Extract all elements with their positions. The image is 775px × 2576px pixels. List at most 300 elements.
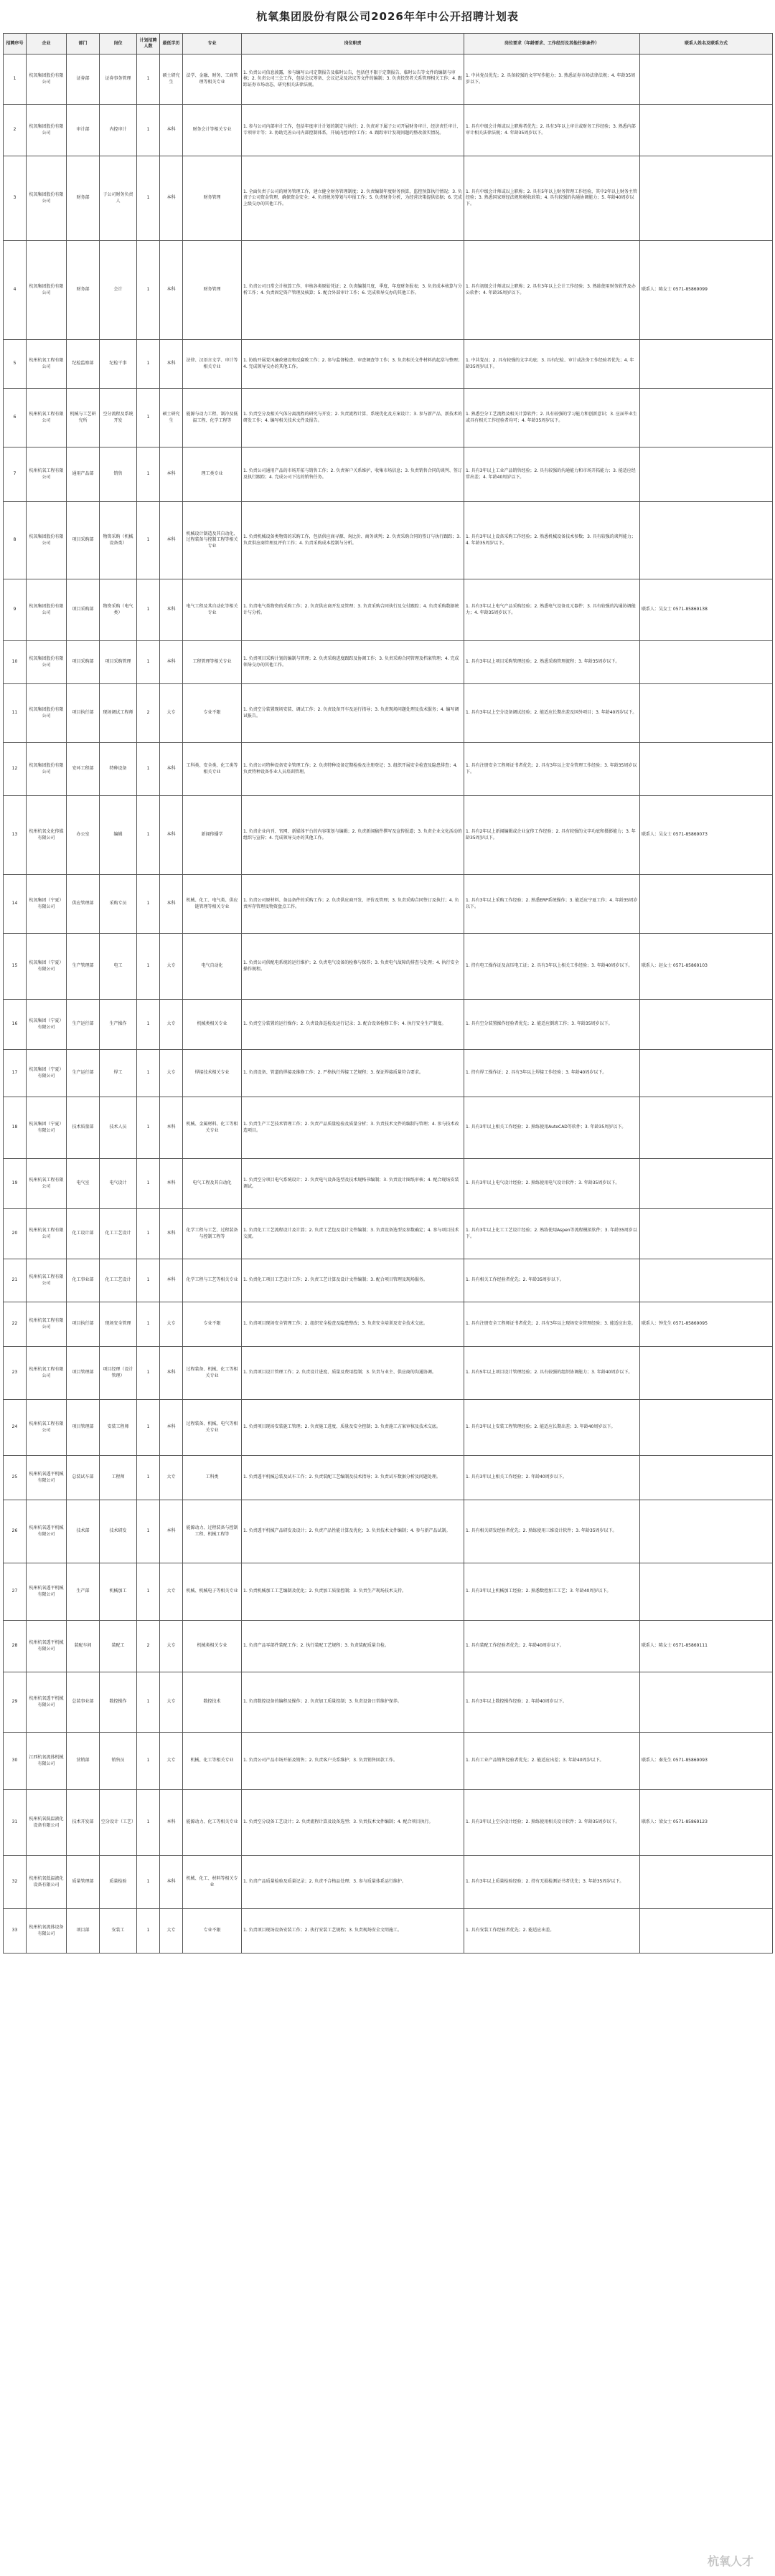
- row-post: 安装工程师: [100, 1400, 137, 1456]
- row-no: 30: [4, 1733, 27, 1790]
- row-duties: 1. 负责产品质量检验及质量记录；2. 负责不合格品处理；3. 参与质量体系运行维护。: [242, 1856, 464, 1909]
- row-contact: [640, 389, 773, 448]
- row-major: 数控技术: [183, 1672, 242, 1733]
- row-req: 1. 具有3年以上机械加工经验；2. 熟悉数控加工工艺；3. 年龄40周岁以下。: [464, 1563, 640, 1621]
- row-count: 1: [137, 156, 160, 241]
- row-duties: 1. 负责空分及相关气体分离流程的研究与开发；2. 负责流程计算、系统优化及方案设计；3. 参与新产品、新技术的研发工作；4. 编写相关技术文件及报告。: [242, 389, 464, 448]
- row-duties: 1. 全面负责子公司的财务管理工作，建立健全财务管理制度；2. 负责编制年度财务预算，监控预算执行情况；3. 负责子公司资金管理，确保资金安全；4. 负责税务筹划与申报工作；5. 负责财务分析，为经营决策提供依据；6. 完成上级交办的其他工作。: [242, 156, 464, 241]
- row-duties: 1. 负责公司特种设备安全管理工作；2. 负责特种设备定期检验及注册登记；3. 组织开展安全检查及隐患排查；4. 负责特种设备作业人员培训管理。: [242, 743, 464, 796]
- row-no: 20: [4, 1209, 27, 1259]
- table-row: [4, 1790, 773, 1856]
- row-dept: 审计部: [67, 105, 100, 156]
- row-dept: 化工事业部: [67, 1259, 100, 1302]
- row-count: 1: [137, 1456, 160, 1500]
- row-no: 33: [4, 1909, 27, 1954]
- row-company: 杭州杭氧工程有限公司: [27, 1302, 67, 1347]
- row-dept: 证券部: [67, 55, 100, 105]
- row-req: 1. 具有3年以上电气产品采购经验；2. 熟悉电气设备及元器件；3. 具有较强的沟通协调能力；4. 年龄35周岁以下。: [464, 579, 640, 641]
- row-edu: 硕士研究生: [160, 389, 183, 448]
- table-row: [4, 1097, 773, 1159]
- row-edu: 本科: [160, 105, 183, 156]
- header-edu: 最低学历: [160, 34, 183, 55]
- row-count: 1: [137, 1259, 160, 1302]
- row-no: 3: [4, 156, 27, 241]
- row-no: 15: [4, 934, 27, 1000]
- row-contact: [640, 1259, 773, 1302]
- table-row: [4, 105, 773, 156]
- row-edu: 本科: [160, 1159, 183, 1209]
- row-duties: 1. 负责机械设备类物资的采购工作，包括供应商寻源、询比价、商务谈判；2. 负责采购合同的签订与执行跟踪；3. 负责供应商管理及评价工作；4. 负责采购成本控制与分析。: [242, 502, 464, 579]
- row-company: 杭州杭氧工程有限公司: [27, 448, 67, 502]
- table-row: [4, 743, 773, 796]
- table-row: [4, 1856, 773, 1909]
- row-count: 1: [137, 448, 160, 502]
- row-company: 杭氧集团股份有限公司: [27, 579, 67, 641]
- row-contact: [640, 105, 773, 156]
- header-contact: 联系人姓名及联系方式: [640, 34, 773, 55]
- row-contact: [640, 1500, 773, 1563]
- row-count: 1: [137, 796, 160, 875]
- row-major: 电气自动化: [183, 934, 242, 1000]
- row-post: 采购专员: [100, 875, 137, 934]
- table-row: [4, 684, 773, 743]
- row-duties: 1. 负责数控设备的编程及操作；2. 负责加工质量控制；3. 负责设备日常维护保养。: [242, 1672, 464, 1733]
- row-major: 电气工程及其自动化: [183, 1159, 242, 1209]
- row-duties: 1. 负责空分装置的运行操作；2. 负责设备巡检及运行记录；3. 配合设备检修工作；4. 执行安全生产制度。: [242, 1000, 464, 1050]
- row-company: 杭州杭氧低温液化设备有限公司: [27, 1790, 67, 1856]
- row-count: 1: [137, 55, 160, 105]
- row-company: 杭氧集团股份有限公司: [27, 105, 67, 156]
- row-major: 工程管理等相关专业: [183, 641, 242, 684]
- row-edu: 大专: [160, 1000, 183, 1050]
- row-dept: 生产部: [67, 1563, 100, 1621]
- header-post: 岗位: [100, 34, 137, 55]
- row-edu: 本科: [160, 448, 183, 502]
- row-major: 机械、化工、电气类、供应链管理等相关专业: [183, 875, 242, 934]
- row-post: 空分流程及系统开发: [100, 389, 137, 448]
- row-post: 安装工: [100, 1909, 137, 1954]
- row-duties: 1. 负责公司供配电系统的运行维护；2. 负责电气设备的检修与保养；3. 负责电气故障的排查与处理；4. 执行安全操作规程。: [242, 934, 464, 1000]
- table-row: [4, 1621, 773, 1672]
- row-dept: 供应管理部: [67, 875, 100, 934]
- row-count: 1: [137, 1909, 160, 1954]
- row-req: 1. 具有3年以上化工工艺设计经验；2. 熟练使用Aspen等流程模拟软件；3. 年龄35周岁以下。: [464, 1209, 640, 1259]
- row-edu: 本科: [160, 796, 183, 875]
- row-company: 杭氧集团（宁夏）有限公司: [27, 875, 67, 934]
- row-dept: 机械与工艺研究所: [67, 389, 100, 448]
- row-post: 技术研发: [100, 1500, 137, 1563]
- row-req: 1. 具有3年以上相关工作经验；2. 熟练使用AutoCAD等软件；3. 年龄35周岁以下。: [464, 1097, 640, 1159]
- row-no: 7: [4, 448, 27, 502]
- row-count: 1: [137, 579, 160, 641]
- row-major: 工科类、安全类、化工类等相关专业: [183, 743, 242, 796]
- row-duties: 1. 负责机械加工工艺编制及优化；2. 负责加工质量控制；3. 负责生产现场技术支持。: [242, 1563, 464, 1621]
- row-dept: 项目执行部: [67, 684, 100, 743]
- row-duties: 1. 负责空分项目电气系统设计；2. 负责电气设备选型及技术规格书编制；3. 负责设计图纸审核；4. 配合现场安装调试。: [242, 1159, 464, 1209]
- row-duties: 1. 参与公司内部审计工作，包括年度审计计划的制定与执行；2. 负责对下属子公司开展财务审计、经济责任审计、专项审计等；3. 协助完善公司内部控制体系，开展内控评价工作；4. 跟踪审计发现问题的整改落实情况。: [242, 105, 464, 156]
- row-no: 27: [4, 1563, 27, 1621]
- row-edu: 本科: [160, 1097, 183, 1159]
- table-row: [4, 1000, 773, 1050]
- table-row: [4, 1400, 773, 1456]
- row-contact: [640, 743, 773, 796]
- row-edu: 大专: [160, 1733, 183, 1790]
- row-contact: [640, 448, 773, 502]
- row-duties: 1. 协助开展党风廉政建设和反腐败工作；2. 参与监督检查、审查调查等工作；3. 负责相关文件材料的起草与整理；4. 完成领导交办的其他工作。: [242, 340, 464, 389]
- row-company: 杭氧集团股份有限公司: [27, 241, 67, 340]
- row-major: 法律、汉语言文学、审计等相关专业: [183, 340, 242, 389]
- row-contact: 联系人：秦先生 0571-85869093: [640, 1733, 773, 1790]
- row-company: 杭州杭氧透平机械有限公司: [27, 1563, 67, 1621]
- row-edu: 本科: [160, 1259, 183, 1302]
- table-row: [4, 448, 773, 502]
- row-post: 化工工艺设计: [100, 1259, 137, 1302]
- row-edu: 本科: [160, 1500, 183, 1563]
- row-contact: 联系人：吴女士 0571-85869073: [640, 796, 773, 875]
- row-req: 1. 具有5年以上项目设计管理经验；2. 具有较强的组织协调能力；3. 年龄40周岁以下。: [464, 1347, 640, 1400]
- row-req: 1. 具有中级会计师或以上职称者优先；2. 具有3年以上审计或财务工作经验；3. 熟悉内部审计相关法律法规；4. 年龄35周岁以下。: [464, 105, 640, 156]
- row-no: 16: [4, 1000, 27, 1050]
- row-dept: 总装试车部: [67, 1456, 100, 1500]
- row-req: 1. 具有初级会计师或以上职称；2. 具有3年以上会计工作经验；3. 熟练使用财务软件及办公软件；4. 年龄35周岁以下。: [464, 241, 640, 340]
- row-duties: 1. 负责公司日常会计核算工作，审核各类原始凭证；2. 负责编制月度、季度、年度财务报表；3. 负责成本核算与分析工作；4. 负责固定资产管理及核算；5. 配合外部审计工作；6. 完成领导交办的其他工作。: [242, 241, 464, 340]
- row-no: 25: [4, 1456, 27, 1500]
- row-contact: [640, 1856, 773, 1909]
- row-count: 1: [137, 1302, 160, 1347]
- row-major: 机械类相关专业: [183, 1000, 242, 1050]
- row-company: 杭氧集团股份有限公司: [27, 55, 67, 105]
- row-count: 1: [137, 875, 160, 934]
- table-row: [4, 1733, 773, 1790]
- row-post: 生产操作: [100, 1000, 137, 1050]
- row-duties: 1. 负责透平机械总装及试车工作；2. 负责装配工艺编制及技术指导；3. 负责试车数据分析及问题处理。: [242, 1456, 464, 1500]
- row-count: 2: [137, 1621, 160, 1672]
- row-req: 1. 持有电工操作证及高压电工证；2. 具有3年以上相关工作经验；3. 年龄40周岁以下。: [464, 934, 640, 1000]
- row-post: 子公司财务负责人: [100, 156, 137, 241]
- row-edu: 大专: [160, 684, 183, 743]
- row-dept: 生产管理部: [67, 934, 100, 1000]
- row-no: 28: [4, 1621, 27, 1672]
- table-body: [4, 55, 773, 1954]
- row-count: 1: [137, 1500, 160, 1563]
- row-edu: 本科: [160, 1856, 183, 1909]
- row-contact: 联系人：陈女士 0571-85869099: [640, 241, 773, 340]
- row-company: 杭州杭氧工程有限公司: [27, 340, 67, 389]
- row-count: 1: [137, 105, 160, 156]
- row-count: 1: [137, 1563, 160, 1621]
- table-row: [4, 1302, 773, 1347]
- row-edu: 本科: [160, 875, 183, 934]
- row-company: 杭氧集团（宁夏）有限公司: [27, 1000, 67, 1050]
- row-dept: 项目采购部: [67, 502, 100, 579]
- row-company: 杭州杭氧透平机械有限公司: [27, 1621, 67, 1672]
- row-major: 机械设计制造及其自动化、过程装备与控制工程等相关专业: [183, 502, 242, 579]
- table-row: [4, 1672, 773, 1733]
- row-no: 5: [4, 340, 27, 389]
- row-company: 江西杭氧流体机械有限公司: [27, 1733, 67, 1790]
- row-major: 电气工程及其自动化等相关专业: [183, 579, 242, 641]
- row-major: 化学工程与工艺等相关专业: [183, 1259, 242, 1302]
- row-duties: 1. 负责生产工艺技术管理工作；2. 负责产品质量检验及质量分析；3. 负责技术文件的编制与管理；4. 参与技术改造项目。: [242, 1097, 464, 1159]
- row-contact: 联系人：陈女士 0571-85869111: [640, 1621, 773, 1672]
- page-title: 杭氧集团股份有限公司2026年年中公开招聘计划表: [256, 10, 519, 23]
- header-count: 计划招聘人数: [137, 34, 160, 55]
- header-duties: 岗位职责: [242, 34, 464, 55]
- row-post: 物资采购（机械设备类）: [100, 502, 137, 579]
- row-no: 32: [4, 1856, 27, 1909]
- row-company: 杭州杭氧工程有限公司: [27, 1209, 67, 1259]
- row-major: 机械、化工、材料等相关专业: [183, 1856, 242, 1909]
- row-major: 新闻传播学: [183, 796, 242, 875]
- row-dept: 项目执行部: [67, 1302, 100, 1347]
- row-edu: 大专: [160, 1563, 183, 1621]
- table-row: [4, 1159, 773, 1209]
- row-company: 杭氧集团股份有限公司: [27, 684, 67, 743]
- row-edu: 本科: [160, 743, 183, 796]
- row-contact: 联系人：赵女士 0571-85869103: [640, 934, 773, 1000]
- row-contact: [640, 1672, 773, 1733]
- row-company: 杭氧集团（宁夏）有限公司: [27, 1097, 67, 1159]
- row-contact: [640, 1456, 773, 1500]
- row-no: 24: [4, 1400, 27, 1456]
- table-row: [4, 641, 773, 684]
- row-duties: 1. 负责电气类物资的采购工作；2. 负责供应商开发及管理；3. 负责采购合同执行及交付跟踪；4. 负责采购数据统计与分析。: [242, 579, 464, 641]
- row-no: 17: [4, 1050, 27, 1097]
- row-duties: 1. 负责公司通用产品的市场开拓与销售工作；2. 负责客户关系维护，收集市场信息；3. 负责销售合同的谈判、签订及执行跟踪；4. 完成公司下达的销售任务。: [242, 448, 464, 502]
- row-major: 机械类相关专业: [183, 1621, 242, 1672]
- row-post: 装配工: [100, 1621, 137, 1672]
- row-major: 能源与动力工程、制冷及低温工程、化学工程等: [183, 389, 242, 448]
- row-post: 化工工艺设计: [100, 1209, 137, 1259]
- row-major: 机械、金属材料、化工等相关专业: [183, 1097, 242, 1159]
- row-major: 焊接技术相关专业: [183, 1050, 242, 1097]
- row-contact: 联系人：吴女士 0571-85869138: [640, 579, 773, 641]
- header-req: 岗位要求（年龄要求、工作经历及其他任职条件）: [464, 34, 640, 55]
- row-major: 机械、机械电子等相关专业: [183, 1563, 242, 1621]
- row-dept: 项目管理部: [67, 1400, 100, 1456]
- row-count: 1: [137, 1209, 160, 1259]
- table-row: [4, 1563, 773, 1621]
- row-req: 1. 具有安装工作经验者优先；2. 能适应出差。: [464, 1909, 640, 1954]
- row-req: 1. 具有3年以上安装工程管理经验；2. 能适应长期出差；3. 年龄40周岁以下。: [464, 1400, 640, 1456]
- row-req: 1. 具有相关研发经验者优先；2. 熟练使用三维设计软件；3. 年龄35周岁以下。: [464, 1500, 640, 1563]
- table-row: [4, 796, 773, 875]
- row-contact: [640, 1909, 773, 1954]
- row-dept: 质量管理部: [67, 1856, 100, 1909]
- row-post: 纪检干事: [100, 340, 137, 389]
- row-duties: 1. 负责空分设备工艺设计；2. 负责流程计算及设备选型；3. 负责技术文件编制；4. 配合项目执行。: [242, 1790, 464, 1856]
- row-duties: 1. 负责项目现场安全管理工作；2. 组织安全检查及隐患整改；3. 负责安全培训及安全技术交底。: [242, 1302, 464, 1347]
- row-post: 质量检验: [100, 1856, 137, 1909]
- row-major: 专业不限: [183, 1302, 242, 1347]
- row-no: 13: [4, 796, 27, 875]
- row-req: 1. 具有3年以上相关工作经验；2. 年龄40周岁以下。: [464, 1456, 640, 1500]
- row-company: 杭氧集团股份有限公司: [27, 641, 67, 684]
- row-post: 技术人员: [100, 1097, 137, 1159]
- row-post: 电工: [100, 934, 137, 1000]
- row-req: 1. 具有3年以上项目采购管理经验；2. 熟悉采购管理流程；3. 年龄35周岁以下。: [464, 641, 640, 684]
- row-post: 电气设计: [100, 1159, 137, 1209]
- row-post: 证券事务管理: [100, 55, 137, 105]
- row-post: 现场调试工程师: [100, 684, 137, 743]
- row-no: 14: [4, 875, 27, 934]
- row-major: 工科类: [183, 1456, 242, 1500]
- row-company: 杭氧集团股份有限公司: [27, 502, 67, 579]
- row-req: 1. 具有3年以上采购工作经验；2. 熟悉ERP系统操作；3. 能适应宁夏工作；4. 年龄35周岁以下。: [464, 875, 640, 934]
- row-no: 31: [4, 1790, 27, 1856]
- row-count: 1: [137, 743, 160, 796]
- row-company: 杭氧集团股份有限公司: [27, 743, 67, 796]
- row-no: 9: [4, 579, 27, 641]
- row-req: 1. 具有3年以上设备采购工作经验；2. 熟悉机械设备技术参数；3. 具有较强的谈判能力；4. 年龄35周岁以下。: [464, 502, 640, 579]
- row-major: 财务管理: [183, 156, 242, 241]
- row-post: 销售员: [100, 1733, 137, 1790]
- row-no: 11: [4, 684, 27, 743]
- row-contact: [640, 156, 773, 241]
- row-company: 杭州杭氧透平机械有限公司: [27, 1672, 67, 1733]
- row-dept: 营销部: [67, 1733, 100, 1790]
- row-duties: 1. 负责化工工艺流程设计及计算；2. 负责工艺包及设计文件编制；3. 负责设备选型及参数确定；4. 参与项目技术交流。: [242, 1209, 464, 1259]
- row-req: 1. 具有中级会计师或以上职称；2. 具有5年以上财务管理工作经验，其中2年以上财务主管经验；3. 熟悉国家财经法规和税收政策；4. 具有较强的沟通协调能力；5. 年龄40周岁以下。: [464, 156, 640, 241]
- row-dept: 技术部: [67, 1500, 100, 1563]
- row-major: 能源动力、过程装备与控制工程、机械工程等: [183, 1500, 242, 1563]
- row-edu: 大专: [160, 1909, 183, 1954]
- row-req: 1. 持有焊工操作证；2. 具有3年以上焊接工作经验；3. 年龄40周岁以下。: [464, 1050, 640, 1097]
- row-count: 1: [137, 1159, 160, 1209]
- row-post: 数控操作: [100, 1672, 137, 1733]
- row-company: 杭州杭氧工程有限公司: [27, 1159, 67, 1209]
- row-no: 19: [4, 1159, 27, 1209]
- row-post: 机械加工: [100, 1563, 137, 1621]
- row-post: 焊工: [100, 1050, 137, 1097]
- row-edu: 本科: [160, 241, 183, 340]
- row-edu: 大专: [160, 1621, 183, 1672]
- header-no: 招聘序号: [4, 34, 27, 55]
- row-post: 项目采购管理: [100, 641, 137, 684]
- row-major: 财务管理: [183, 241, 242, 340]
- row-req: 1. 具有3年以上数控操作经验；2. 年龄40周岁以下。: [464, 1672, 640, 1733]
- row-no: 21: [4, 1259, 27, 1302]
- row-duties: 1. 负责项目现场安装施工管理；2. 负责施工进度、质量及安全控制；3. 负责施工方案审核及技术交底。: [242, 1400, 464, 1456]
- row-edu: 本科: [160, 1400, 183, 1456]
- row-edu: 本科: [160, 579, 183, 641]
- row-contact: [640, 55, 773, 105]
- table-row: [4, 1209, 773, 1259]
- row-contact: [640, 1347, 773, 1400]
- row-contact: [640, 1097, 773, 1159]
- row-req: 1. 具有空分装置操作经验者优先；2. 能适应倒班工作；3. 年龄35周岁以下。: [464, 1000, 640, 1050]
- row-count: 1: [137, 1400, 160, 1456]
- row-no: 22: [4, 1302, 27, 1347]
- row-post: 物资采购（电气类）: [100, 579, 137, 641]
- row-count: 1: [137, 1733, 160, 1790]
- row-post: 现场安全管理: [100, 1302, 137, 1347]
- row-dept: 办公室: [67, 796, 100, 875]
- row-req: 1. 熟悉空分工艺流程及相关计算软件；2. 具有较强的学习能力和创新意识；3. 应届毕业生或具有相关工作经验者均可；4. 年龄35周岁以下。: [464, 389, 640, 448]
- row-dept: 总装事业部: [67, 1672, 100, 1733]
- row-count: 1: [137, 1097, 160, 1159]
- row-no: 4: [4, 241, 27, 340]
- row-no: 26: [4, 1500, 27, 1563]
- row-dept: 项目管理部: [67, 1347, 100, 1400]
- row-edu: 硕士研究生: [160, 55, 183, 105]
- row-req: 1. 具有工业产品销售经验者优先；2. 能适应出差；3. 年龄40周岁以下。: [464, 1733, 640, 1790]
- row-major: 财务会计等相关专业: [183, 105, 242, 156]
- row-no: 6: [4, 389, 27, 448]
- row-dept: 项目采购部: [67, 579, 100, 641]
- table-row: [4, 55, 773, 105]
- row-no: 29: [4, 1672, 27, 1733]
- row-no: 8: [4, 502, 27, 579]
- row-major: 过程装备、机械、电气等相关专业: [183, 1400, 242, 1456]
- row-duties: 1. 负责项目现场设备安装工作；2. 执行安装工艺规程；3. 负责现场安全文明施工。: [242, 1909, 464, 1954]
- table-row: [4, 1259, 773, 1302]
- row-duties: 1. 负责企业内刊、官网、新媒体平台的内容策划与编辑；2. 负责新闻稿件撰写及宣传报道；3. 负责企业文化活动的组织与宣传；4. 完成领导交办的其他工作。: [242, 796, 464, 875]
- table-row: [4, 241, 773, 340]
- row-req: 1. 具有相关工作经验者优先；2. 年龄35周岁以下。: [464, 1259, 640, 1302]
- table-row: [4, 1456, 773, 1500]
- row-count: 1: [137, 340, 160, 389]
- row-count: 1: [137, 934, 160, 1000]
- row-no: 12: [4, 743, 27, 796]
- header-dept: 部门: [67, 34, 100, 55]
- row-req: 1. 具有3年以上电气设计经验；2. 熟练使用电气设计软件；3. 年龄35周岁以下。: [464, 1159, 640, 1209]
- row-no: 2: [4, 105, 27, 156]
- table-row: [4, 579, 773, 641]
- row-dept: 生产运行部: [67, 1000, 100, 1050]
- row-count: 1: [137, 241, 160, 340]
- row-contact: 联系人：钟先生 0571-85869095: [640, 1302, 773, 1347]
- row-edu: 大专: [160, 1672, 183, 1733]
- row-major: 过程装备、机械、化工等相关专业: [183, 1347, 242, 1400]
- row-count: 2: [137, 684, 160, 743]
- row-duties: 1. 负责公司原材料、备品备件的采购工作；2. 负责供应商开发、评价及管理；3. 负责采购合同签订及执行；4. 负责库存管理及物资盘点工作。: [242, 875, 464, 934]
- row-contact: [640, 875, 773, 934]
- row-post: 工程师: [100, 1456, 137, 1500]
- row-contact: [640, 1050, 773, 1097]
- table-row: [4, 340, 773, 389]
- watermark-logo: 杭氧人才: [707, 2554, 753, 2568]
- row-req: 1. 具有2年以上新闻编辑或企业宣传工作经验；2. 具有较强的文字功底和摄影能力；3. 年龄35周岁以下。: [464, 796, 640, 875]
- row-duties: 1. 负责设备、管道的焊接及维修工作；2. 严格执行焊接工艺规程；3. 保证焊接质量符合要求。: [242, 1050, 464, 1097]
- row-edu: 本科: [160, 156, 183, 241]
- row-duties: 1. 负责空分装置现场安装、调试工作；2. 负责设备开车及运行指导；3. 负责现场问题处理及技术服务；4. 编写调试报告。: [242, 684, 464, 743]
- row-dept: 项目采购部: [67, 641, 100, 684]
- row-edu: 本科: [160, 340, 183, 389]
- row-edu: 本科: [160, 1790, 183, 1856]
- row-count: 1: [137, 641, 160, 684]
- row-req: 1. 具有3年以上质量检验经验；2. 持有无损检测证书者优先；3. 年龄35周岁以下。: [464, 1856, 640, 1909]
- row-edu: 大专: [160, 1456, 183, 1500]
- row-company: 杭州杭氧文化传媒有限公司: [27, 796, 67, 875]
- row-contact: [640, 684, 773, 743]
- row-dept: 安环工程部: [67, 743, 100, 796]
- table-row: [4, 502, 773, 579]
- row-major: 能源动力、化工等相关专业: [183, 1790, 242, 1856]
- row-req: 1. 具有装配工作经验者优先；2. 年龄40周岁以下。: [464, 1621, 640, 1672]
- row-post: 项目经理（设计管理）: [100, 1347, 137, 1400]
- row-contact: [640, 1159, 773, 1209]
- row-company: 杭氧集团（宁夏）有限公司: [27, 934, 67, 1000]
- row-req: 1. 具有3年以上工业产品销售经验；2. 具有较强的沟通能力和市场开拓能力；3. 能适应经常出差；4. 年龄40周岁以下。: [464, 448, 640, 502]
- row-edu: 本科: [160, 641, 183, 684]
- row-count: 1: [137, 1672, 160, 1733]
- table-row: [4, 1500, 773, 1563]
- row-req: 1. 具有注册安全工程师证书者优先；2. 具有3年以上安全管理工作经验；3. 年龄35周岁以下。: [464, 743, 640, 796]
- row-dept: 纪检监察部: [67, 340, 100, 389]
- row-req: 1. 具有3年以上空分设计经验；2. 熟练使用相关设计软件；3. 年龄35周岁以下。: [464, 1790, 640, 1856]
- table-row: [4, 389, 773, 448]
